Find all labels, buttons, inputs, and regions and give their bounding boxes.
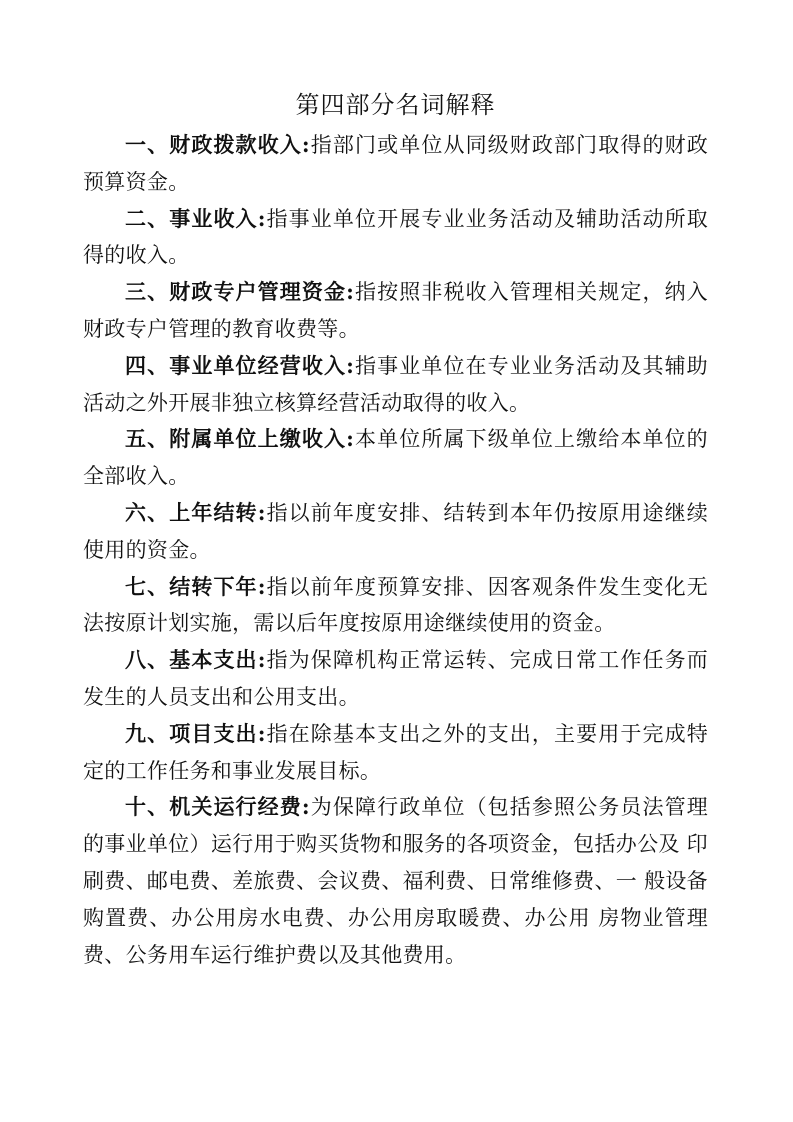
entry-separator: : xyxy=(346,426,355,452)
entry-7 xyxy=(83,569,708,643)
entry-separator: : xyxy=(257,573,266,599)
entry-6 xyxy=(83,495,708,569)
page-title: 第四部分名词解释 xyxy=(295,91,496,119)
entry-separator: : xyxy=(257,647,266,673)
entry-definition: 指部门或单位从同级财政部门取得的财政预算资金。 xyxy=(83,133,708,194)
entry-separator: : xyxy=(257,205,266,231)
entry-term: 五、附属单位上缴收入 xyxy=(125,427,347,452)
entry-term: 一、财政拨款收入 xyxy=(125,133,302,157)
entry-separator: : xyxy=(257,499,266,525)
entry-term: 九、项目支出 xyxy=(125,721,258,746)
entry-8 xyxy=(83,642,708,716)
entry-term: 六、上年结转 xyxy=(125,500,258,525)
entry-term: 七、结转下年 xyxy=(125,574,258,599)
document-page xyxy=(83,88,708,973)
entry-4 xyxy=(83,348,708,422)
entry-term: 八、基本支出 xyxy=(125,648,258,673)
entry-definition: 指在除基本支出之外的支出，主要用于完成特定的工作任务和事业发展目标。 xyxy=(83,721,708,783)
entry-definition: 指事业单位在专业业务活动及其辅助活动之外开展非独立核算经营活动取得的收入。 xyxy=(83,353,708,415)
entry-separator: : xyxy=(301,794,310,820)
entry-definition: 指以前年度安排、结转到本年仍按原用途继续使用的资金。 xyxy=(83,500,708,562)
entry-term: 四、事业单位经营收入 xyxy=(125,353,347,378)
entry-1 xyxy=(83,127,708,201)
entry-definition: 指事业单位开展专业业务活动及辅助活动所取得的收入。 xyxy=(83,206,708,268)
entry-3 xyxy=(83,274,708,348)
entry-separator: : xyxy=(346,279,355,305)
entry-2 xyxy=(83,201,708,275)
entry-separator: : xyxy=(257,720,266,746)
entry-definition: 指以前年度预算安排、因客观条件发生变化无法按原计划实施，需以后年度按原用途继续使用的资金。 xyxy=(83,574,708,636)
entry-10 xyxy=(83,789,708,973)
entry-term: 十、机关运行经费 xyxy=(125,795,302,820)
entry-5 xyxy=(83,421,708,495)
entry-definition: 本单位所属下级单位上缴给本单位的全部收入。 xyxy=(83,427,708,489)
entry-definition: 指按照非税收入管理相关规定，纳入财政专户管理的教育收费等。 xyxy=(83,280,708,341)
entry-term: 二、事业收入 xyxy=(125,206,258,231)
entry-separator: : xyxy=(346,352,355,378)
entry-9 xyxy=(83,716,708,790)
entry-separator: : xyxy=(301,132,310,157)
entry-definition: 指为保障机构正常运转、完成日常工作任务而发生的人员支出和公用支出。 xyxy=(83,648,708,709)
entry-definition: 为保障行政单位（包括参照公务员法管理 的事业单位）运行用于购买货物和服务的各项资金，包括办公及 印刷费、邮电费、差旅费、会议费、福利费、日常维修费、一 般设备购置费、办公用房水电费、办公用房取暖费、办公用 房物业管理费、公务用车运行维护费以及其他费用。 xyxy=(83,795,708,967)
entry-term: 三、财政专户管理资金 xyxy=(125,280,347,305)
